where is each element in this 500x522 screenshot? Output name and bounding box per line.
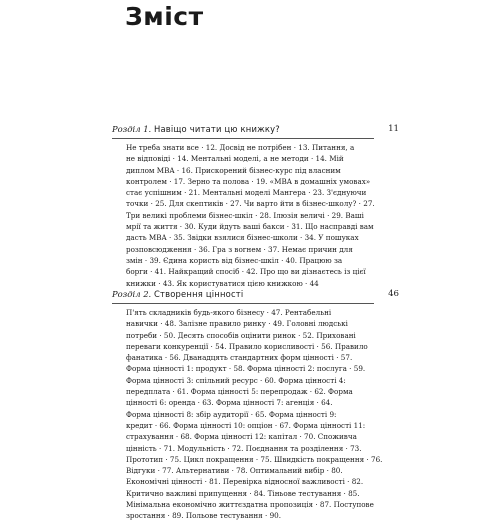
page-title: Зміст <box>125 2 204 31</box>
toc-section-1 <box>112 122 399 289</box>
section-page-number: 11 <box>388 124 399 134</box>
contents-line: контролем · 17. Зерно та полова · 19. «MBA в домашніх умовах» <box>126 176 371 186</box>
contents-line: навички · 48. Залізне правило ринку · 49. Головні людські <box>126 319 348 329</box>
contents-line: Мінімальна економічно життєздатна пропозиція · 87. Поступове <box>126 500 374 510</box>
contents-line: Відгуки · 77. Альтернативи · 78. Оптимальний вибір · 80. <box>126 466 343 476</box>
section-page-number: 46 <box>388 289 399 299</box>
section-contents <box>126 307 383 522</box>
contents-line: потреби · 50. Десять способів оцінити ринок · 52. Приховані <box>126 330 356 340</box>
contents-line: Критично важливі припущення · 84. Тіньове тестування · 85. <box>126 488 360 498</box>
contents-line: мрії та життя · 30. Куди йдуть ваші бакси · 31. Що насправді вам <box>126 222 374 232</box>
section-title: Створення цінності <box>153 289 244 299</box>
section-label: Розділ 2. <box>112 289 152 299</box>
contents-line: Не треба знати все · 12. Досвід не потрібен · 13. Питання, а <box>126 143 355 152</box>
contents-line: Форма цінності 8: збір аудиторії · 65. Форма цінності 9: <box>126 409 337 419</box>
contents-line: Три великі проблеми бізнес-шкіл · 28. Ілюзія величі · 29. Ваші <box>126 210 364 220</box>
contents-line: стає успішним · 21. Ментальні моделі Мангера · 23. З'єднуючи <box>126 188 367 198</box>
contents-line: борги · 41. Найкращий спосіб · 42. Про що ви дізнаєтесь із цієї <box>126 267 366 277</box>
contents-line: передплата · 61. Форма цінності 5: перепродаж · 62. Форма <box>126 387 353 397</box>
contents-line: цінності 6: оренда · 63. Форма цінності 7: агенція · 64. <box>126 398 333 408</box>
contents-line: змін · 39. Єдина користь від бізнес-шкіл · 40. Працюю за <box>126 255 343 265</box>
contents-line: кредит · 66. Форма цінності 10: опціон · 67. Форма цінності 11: <box>126 420 366 430</box>
contents-line: фанатика · 56. Дванадцять стандартних форм цінності · 57. <box>126 353 353 363</box>
contents-line: Прототип · 75. Цикл покращення · 75. Швидкість покращення · 76. <box>126 454 383 464</box>
contents-line: зростання · 89. Польове тестування · 90. <box>126 511 281 521</box>
contents-line: диплом MBA · 16. Прискорений бізнес-курс під власним <box>126 165 341 175</box>
toc-section-2 <box>112 287 399 522</box>
contents-line: страхування · 68. Форма цінності 12: капітал · 70. Споживча <box>126 432 357 442</box>
section-contents <box>126 142 375 289</box>
section-title: Навіщо читати цю книжку? <box>153 124 280 134</box>
toc-section-header[interactable] <box>112 287 399 304</box>
contents-line: не відповіді · 14. Ментальні моделі, а не методи · 14. Мій <box>126 154 344 164</box>
contents-line: цінність · 71. Модульність · 72. Поєднання та розділення · 73. <box>126 443 362 453</box>
contents-line: дасть MBA · 35. Звідки взялися бізнес-школи · 34. У пошуках <box>126 233 359 243</box>
toc-section-header[interactable] <box>112 122 399 139</box>
contents-line: Форма цінності 3: спільний ресурс · 60. Форма цінності 4: <box>126 375 346 385</box>
contents-line: П'ять складників будь-якого бізнесу · 47. Рентабельні <box>126 308 332 317</box>
contents-line: переваги конкуренції · 54. Правило корисливості · 56. Правило <box>126 341 368 351</box>
section-label: Розділ 1. <box>112 124 152 134</box>
contents-line: Форма цінності 1: продукт · 58. Форма цінності 2: послуга · 59. <box>126 364 366 374</box>
contents-line: точки · 25. Для скептиків · 27. Чи варто йти в бізнес-школу? · 27. <box>126 199 375 209</box>
contents-line: книжки · 43. Як користуватися цією книжкою · 44 <box>126 278 319 288</box>
contents-line: розповсюдження · 36. Гра з вогнем · 37. Немає причин для <box>126 244 353 254</box>
contents-line: Економічні цінності · 81. Перевірка відносної важливості · 82. <box>126 477 364 487</box>
